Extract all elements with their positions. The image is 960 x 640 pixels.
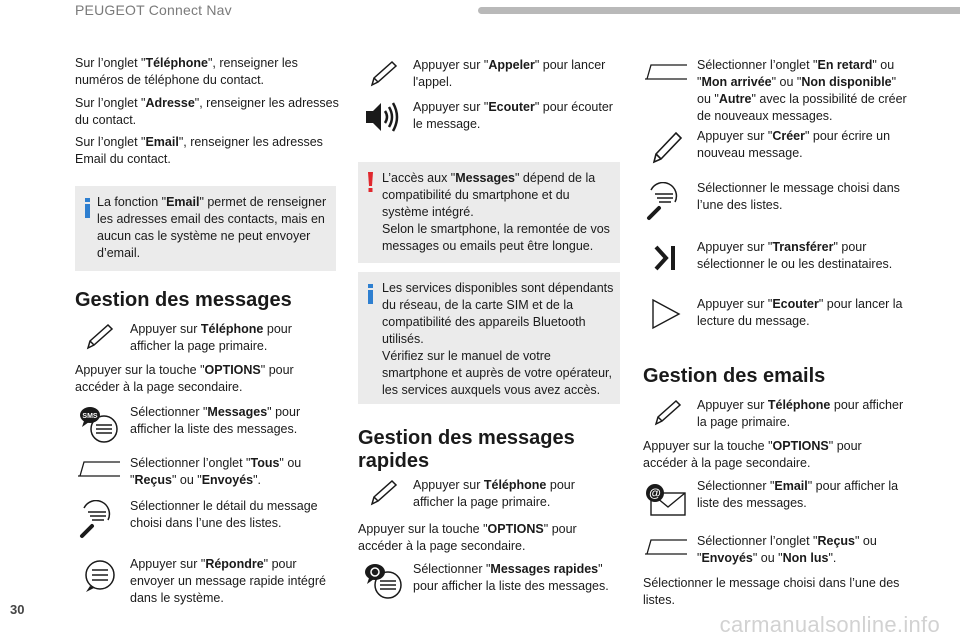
tab-icon [643,62,689,82]
services-info-box [358,272,620,404]
warning-icon [367,172,374,192]
quick-step-create: Appuyer sur "Créer" pour écrire un nouveau message. [697,129,891,160]
quick-step-options: Appuyer sur la touche "OPTIONS" pour accéder à la page secondaire. [358,522,577,553]
emails-step-tab: Sélectionner l’onglet "Reçus" ou "Envoyés" ou "Non lus". [697,534,877,565]
emails-step-options: Appuyer sur la touche "OPTIONS" pour accéder à la page secondaire. [643,439,862,470]
contact-email-text: Sur l’onglet "Email", renseigner les adresses Email du contact. [75,135,323,166]
pencil-icon [650,398,690,428]
quick-step-choose: Sélectionner le message choisi dans l’une des listes. [697,181,900,212]
listen-step: Appuyer sur "Ecouter" pour écouter le message. [413,100,613,131]
section-title-quick-messages: Gestion des messages rapides [358,427,575,472]
svg-text:@: @ [649,486,661,500]
email-note-box [75,186,336,271]
running-header: PEUGEOT Connect Nav [75,2,232,18]
messages-step-tab: Sélectionner l’onglet "Tous" ou "Reçus" ou "Envoyés". [130,456,302,487]
messages-step-phone: Appuyer sur Téléphone pour afficher la page primaire. [130,322,292,353]
services-info-text: Les services disponibles sont dépendants du réseau, de la carte SIM et de la compatibilité des appareils Bluetooth utilisés. Vérifiez sur le manuel de votre smartphone et auprès de votre opérateur, les services auxquels vous avez accès. [382,281,614,397]
detail-list-icon [645,182,687,222]
call-step: Appuyer sur "Appeler" pour lancer l'appel. [413,58,606,89]
pencil-icon [366,59,406,89]
section-title-messages: Gestion des messages [75,289,292,311]
quick-messages-icon [362,562,406,600]
speaker-icon [364,100,400,134]
pencil-icon [82,322,122,352]
quick-step-select: Sélectionner "Messages rapides" pour afficher la liste des messages. [413,562,609,593]
messages-step-reply: Appuyer sur "Répondre" pour envoyer un message rapide intégré dans le système. [130,557,326,605]
pencil-icon [648,130,688,166]
tab-icon [643,537,689,557]
messages-step-detail: Sélectionner le détail du message choisi dans l’une des listes. [130,499,318,530]
quick-step-tab: Sélectionner l’onglet "En retard" ou "Mon arrivée" ou "Non disponible" ou "Autre" avec la possibilité de créer de nouveaux messages. [697,58,907,123]
emails-step-select: Sélectionner "Email" pour afficher la liste des messages. [697,479,899,510]
svg-text:SMS: SMS [82,413,98,420]
header-bar [478,7,960,14]
email-icon [645,483,689,517]
info-icon [84,198,91,218]
contact-address-text: Sur l’onglet "Adresse", renseigner les adresses du contact. [75,96,339,127]
tab-icon [76,459,122,479]
info-icon [367,284,374,304]
messages-step-options: Appuyer sur la touche "OPTIONS" pour accéder à la page secondaire. [75,363,294,394]
messages-step-select: Sélectionner "Messages" pour afficher la liste des messages. [130,405,301,436]
play-icon [650,298,682,330]
emails-step-phone: Appuyer sur Téléphone pour afficher la page primaire. [697,398,904,429]
detail-list-icon [78,500,120,540]
quick-step-phone: Appuyer sur Téléphone pour afficher la page primaire. [413,478,575,509]
transfer-arrow-icon [650,243,680,273]
email-note-text: La fonction "Email" permet de renseigner les adresses email des contacts, mais en aucun cas le système ne peut envoyer d’email. [97,195,327,260]
sms-list-icon [78,405,122,445]
messages-warning-text: L’accès aux "Messages" dépend de la compatibilité du smartphone et du système intégré. Selon le smartphone, la remontée de vos messages ou emails peut être longue. [382,171,610,253]
section-title-emails: Gestion des emails [643,365,826,387]
quick-step-play: Appuyer sur "Ecouter" pour lancer la lecture du message. [697,297,903,328]
messages-warning-box [358,162,620,263]
watermark: carmanualsonline.info [719,612,940,637]
pencil-icon [366,478,406,508]
quick-step-transfer: Appuyer sur "Transférer" pour sélectionner le ou les destinataires. [697,240,893,271]
contact-phone-text: Sur l’onglet "Téléphone", renseigner les numéros de téléphone du contact. [75,56,298,87]
page-number: 30 [10,602,25,617]
reply-list-icon [80,558,120,594]
emails-step-choose: Sélectionner le message choisi dans l’une des listes. [643,576,900,607]
